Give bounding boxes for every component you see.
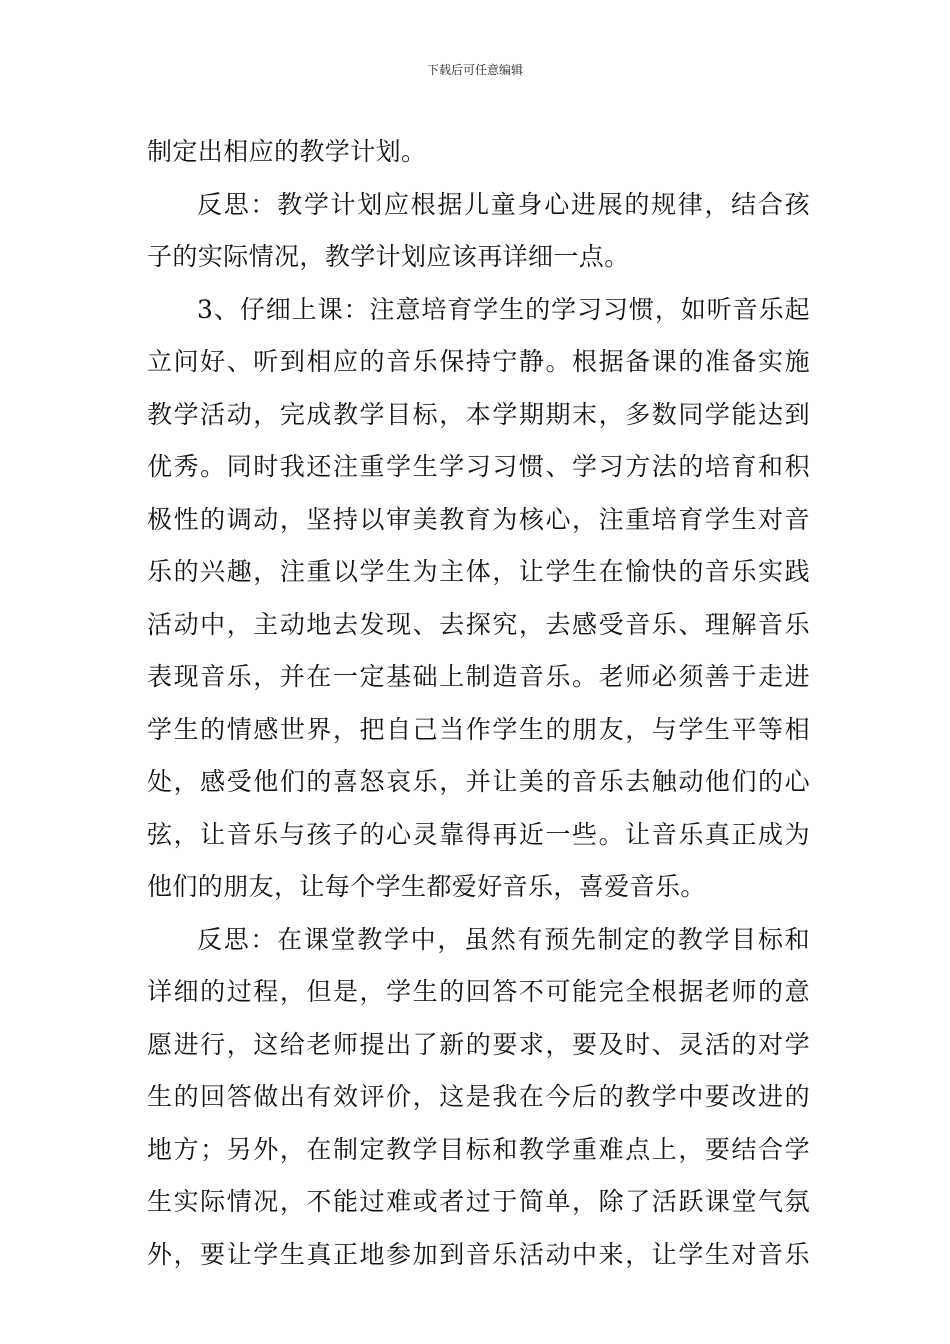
paragraph — [147, 284, 810, 914]
text-line: 子的实际情况，教学计划应该再详细一点。 — [147, 242, 630, 271]
text-line: 地方；另外，在制定教学目标和教学重难点上，要结合学 — [147, 1134, 810, 1164]
text-line: 活动中，主动地去发现、去探究，去感受音乐、理解音乐 — [147, 609, 810, 639]
document-body — [147, 126, 810, 1281]
text-line: 生的回答做出有效评价，这是我在今后的教学中要改进的 — [147, 1082, 810, 1111]
text-line: 表现音乐，并在一定基础上制造音乐。老师必须善于走进 — [147, 662, 810, 691]
text-line: 处，感受他们的喜怒哀乐，并让美的音乐去触动他们的心 — [147, 767, 810, 796]
text-line: 优秀。同时我还注重学生学习习惯、学习方法的培育和积 — [147, 452, 810, 481]
text-line: 愿进行，这给老师提出了新的要求，要及时、灵活的对学 — [147, 1029, 810, 1059]
text-line: 反思：在课堂教学中，虽然有预先制定的教学目标和 — [197, 924, 810, 954]
text-line: 制定出相应的教学计划。 — [147, 137, 427, 166]
text-line: 立问好、听到相应的音乐保持宁静。根据备课的准备实施 — [147, 347, 810, 376]
paragraph — [147, 914, 810, 1282]
text-line: 弦，让音乐与孩子的心灵靠得再近一些。让音乐真正成为 — [147, 819, 810, 849]
text-line: 3、仔细上课：注意培育学生的学习习惯，如听音乐起 — [197, 294, 810, 324]
text-line: 学生的情感世界，把自己当作学生的朋友，与学生平等相 — [147, 714, 810, 744]
text-line: 教学活动，完成教学目标，本学期期末，多数同学能达到 — [147, 399, 810, 429]
text-line: 他们的朋友，让每个学生都爱好音乐，喜爱音乐。 — [147, 872, 706, 901]
text-line: 生实际情况，不能过难或者过于简单，除了活跃课堂气氛 — [147, 1187, 810, 1216]
paragraph — [147, 179, 810, 284]
text-line: 反思：教学计划应根据儿童身心进展的规律，结合孩 — [197, 189, 810, 219]
text-line: 详细的过程，但是，学生的回答不可能完全根据老师的意 — [147, 977, 810, 1006]
text-line: 极性的调动，坚持以审美教育为核心，注重培育学生对音 — [147, 504, 810, 534]
text-line: 外，要让学生真正地参加到音乐活动中来，让学生对音乐 — [147, 1239, 810, 1269]
text-line: 乐的兴趣，注重以学生为主体，让学生在愉快的音乐实践 — [147, 557, 810, 586]
paragraph — [147, 126, 810, 179]
page-header: 下载后可任意编辑 — [426, 63, 523, 77]
